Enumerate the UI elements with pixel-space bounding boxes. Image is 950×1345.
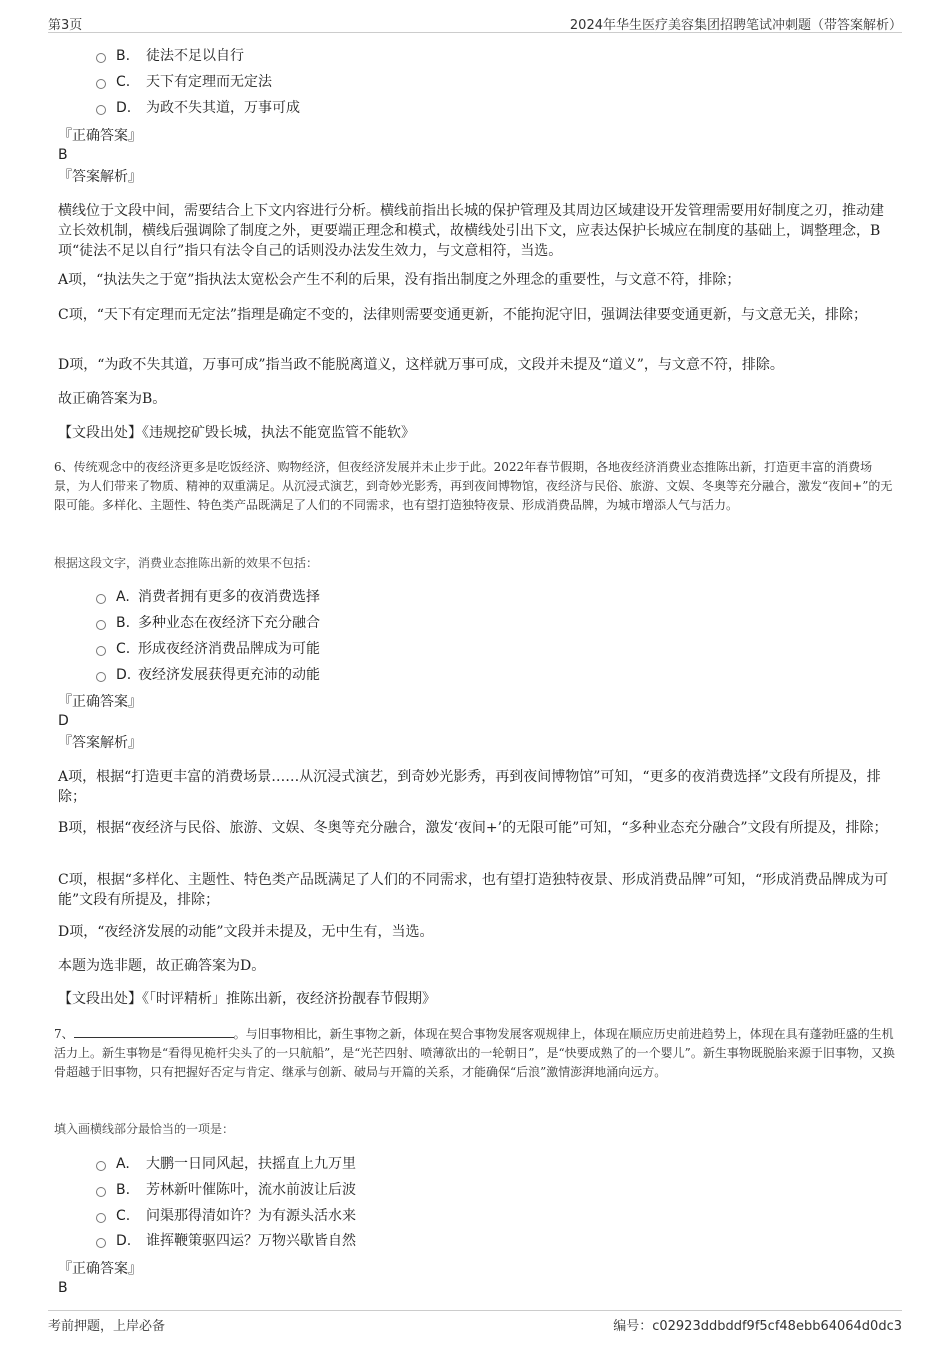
radio-icon[interactable] — [96, 1238, 106, 1248]
q5-analysis-para: 故正确答案为B。 — [58, 391, 167, 407]
radio-icon[interactable] — [96, 594, 106, 604]
document-title: 2024年华生医疗美容集团招聘笔试冲刺题（带答案解析） — [569, 18, 902, 33]
q5-analysis-para: 横线位于文段中间，需要结合上下文内容进行分析。横线前指出长城的保护管理及其周边区域建设开发管理需要用好制度之刃，推动建立长效机制，横线后强调除了制度之外，更要端正理念和模式，故横线处引出下文，应表达保护长城应在制度的基础上，调整理念，B项“徒法不足以自行”指只有法令自己的话则没办法发生效力，与文意相符，当选。 — [58, 203, 884, 259]
q5-source: 【文段出处】《违规挖矿毁长城，执法不能宽监管不能软》 — [58, 425, 415, 441]
radio-icon[interactable] — [96, 1213, 106, 1223]
q5-analysis-label: 『答案解析』 — [58, 169, 142, 185]
radio-icon[interactable] — [96, 672, 106, 682]
q7-number: 7、 — [54, 1027, 74, 1041]
fill-blank-line — [74, 1024, 234, 1038]
q7-option-a[interactable]: A. 大鹏一日同风起，扶摇直上九万里 — [96, 1153, 356, 1175]
q6-analysis-para: C项，根据“多样化、主题性、特色类产品既满足了人们的不同需求，也有望打造独特夜景、形成消费品牌”可知，“形成消费品牌成为可能”文段有所提及，排除； — [58, 872, 889, 908]
radio-icon[interactable] — [96, 1187, 106, 1197]
q5-answer: B — [58, 147, 68, 163]
q7-answer: B — [58, 1280, 68, 1296]
document-code: 编号：c02923ddbddf9f5cf48ebb64064d0dc3 — [613, 1319, 902, 1334]
radio-icon[interactable] — [96, 646, 106, 656]
q7-option-d[interactable]: D. 谁挥鞭策驱四运？万物兴歇皆自然 — [96, 1230, 356, 1252]
radio-icon[interactable] — [96, 53, 106, 63]
q6-answer-label: 『正确答案』 — [58, 694, 142, 710]
q5-option-d[interactable]: D. 为政不失其道，万事可成 — [96, 97, 300, 119]
page-number: 第3页 — [48, 18, 83, 33]
page-footer — [48, 1310, 902, 1335]
q7-answer-label: 『正确答案』 — [58, 1261, 142, 1277]
q6-analysis-para: A项，根据“打造更丰富的消费场景……从沉浸式演艺，到奇妙光影秀，再到夜间博物馆”可知，“更多的夜消费选择”文段有所提及，排除； — [58, 769, 881, 805]
q6-option-b[interactable]: B. 多种业态在夜经济下充分融合 — [96, 612, 320, 634]
q7-prompt: 填入画横线部分最恰当的一项是： — [54, 1122, 235, 1136]
q7-question-text: 。与旧事物相比，新生事物之新，体现在契合事物发展客观规律上，体现在顺应历史前进趋势上，体现在具有蓬勃旺盛的生机活力上。新生事物是“看得见桅杆尖头了的一只航船”，是“光芒四射、喷薄欲出的一轮朝日”，是“快要成熟了的一个婴儿”。新生事物既脱胎来源于旧事物，又换骨超越于旧事物，只有把握好否定与肯定、继承与创新、破局与开篇的关系，才能确保“后浪”激情澎湃地涌向远方。 — [54, 1027, 895, 1079]
page-header — [48, 12, 902, 33]
radio-icon[interactable] — [96, 620, 106, 630]
q6-prompt: 根据这段文字，消费业态推陈出新的效果不包括： — [54, 556, 319, 570]
q5-analysis-para: A项，“执法失之于宽”指执法太宽松会产生不利的后果，没有指出制度之外理念的重要性，与文意不符，排除； — [58, 272, 741, 288]
radio-icon[interactable] — [96, 1161, 106, 1171]
q6-question: 6、传统观念中的夜经济更多是吃饭经济、购物经济，但夜经济发展并未止步于此。2022年春节假期，各地夜经济消费业态推陈出新，打造更丰富的消费场景，为人们带来了物质、精神的双重满足。从沉浸式演艺，到奇妙光影秀，再到夜间博物馆，夜经济与民俗、旅游、文娱、冬奥等充分融合，激发“夜间+”的无限可能。多样化、主题性、特色类产品既满足了人们的不同需求，也有望打造独特夜景、形成消费品牌，为城市增添人气与活力。 — [54, 460, 893, 512]
q7-question — [54, 1024, 896, 1082]
q6-answer: D — [58, 713, 69, 729]
radio-icon[interactable] — [96, 105, 106, 115]
q7-option-b[interactable]: B. 芳林新叶催陈叶，流水前波让后波 — [96, 1179, 356, 1201]
q5-answer-label: 『正确答案』 — [58, 128, 142, 144]
q6-source: 【文段出处】《「时评精析」推陈出新，夜经济扮靓春节假期》 — [58, 991, 436, 1007]
q6-analysis-para: B项，根据“夜经济与民俗、旅游、文娱、冬奥等充分融合，激发‘夜间+’的无限可能”可知，“多种业态充分融合”文段有所提及，排除； — [58, 820, 888, 836]
q6-option-d[interactable]: D. 夜经济发展获得更充沛的动能 — [96, 664, 320, 686]
q6-analysis-label: 『答案解析』 — [58, 735, 142, 751]
q5-analysis-para: D项，“为政不失其道，万事可成”指当政不能脱离道义，这样就万事可成，文段并未提及“道义”，与文意不符，排除。 — [58, 357, 784, 373]
q5-analysis-para: C项，“天下有定理而无定法”指理是确定不变的，法律则需要变通更新，不能拘泥守旧，强调法律要变通更新，与文意无关，排除； — [58, 307, 868, 323]
q5-option-c[interactable]: C. 天下有定理而无定法 — [96, 71, 272, 93]
q6-option-a[interactable]: A. 消费者拥有更多的夜消费选择 — [96, 586, 320, 608]
q6-option-c[interactable]: C. 形成夜经济消费品牌成为可能 — [96, 638, 320, 660]
q6-analysis-para: D项，“夜经济发展的动能”文段并未提及，无中生有，当选。 — [58, 924, 434, 940]
q6-analysis-para: 本题为选非题，故正确答案为D。 — [58, 958, 266, 974]
q7-option-c[interactable]: C. 问渠那得清如许？为有源头活水来 — [96, 1205, 356, 1227]
footer-slogan: 考前押题，上岸必备 — [48, 1319, 166, 1334]
q5-option-b[interactable]: B. 徒法不足以自行 — [96, 45, 244, 67]
radio-icon[interactable] — [96, 79, 106, 89]
